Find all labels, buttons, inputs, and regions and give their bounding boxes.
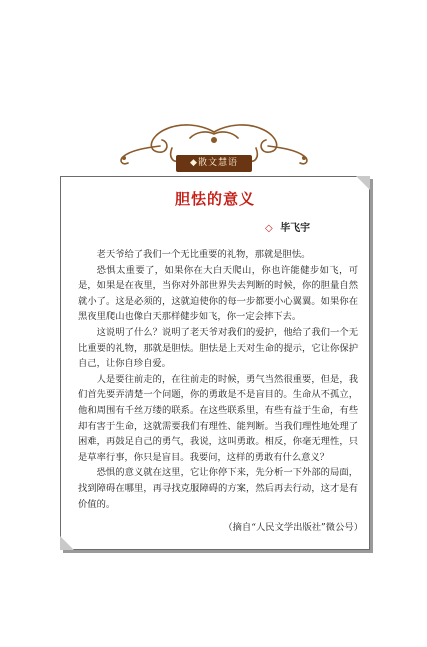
author-line	[265, 219, 310, 234]
paragraph: 老天爷给了我们一个无比重要的礼物，那就是胆怯。	[96, 249, 311, 260]
article-body	[78, 247, 358, 512]
source-credit: （摘自“人民文学出版社”微公号）	[223, 522, 363, 533]
paragraph: 恐惧的意义就在这里，它让你停下来，先分析一下外部的局面，找到障碍在哪里，再寻找克服障碍的方案，然后再去行动，这才是有价值的。	[78, 467, 358, 510]
bottom-left-curl	[60, 536, 74, 550]
author-name: 毕飞宇	[280, 223, 311, 234]
paragraph: 人是要往前走的，在往前走的时候，勇气当然很重要，但是，我们首先要弄清楚一个问题，你的勇敢是不是盲目的。生命从不孤立，他和周围有千丝万缕的联系。在这些联系里，有些有益于生命，有些却有害于生命，这就需要我们有理性、能判断。当我们理性地处理了困难，再鼓足自己的勇气，我说，这叫勇敢。相反，你毫无理性，只是草率行事，你只是盲目。我要问，这样的勇敢有什么意义？	[78, 373, 358, 463]
paragraph: 恐惧太重要了，如果你在大白天爬山，你也许能健步如飞，可是，如果是在夜里，当你对外部世界失去判断的时候，你的胆量自然就小了。这是必须的，这就迫使你的每一步都要小心翼翼。如果你在黑夜里爬山也像白天那样健步如飞，你一定会摔下去。	[78, 264, 358, 323]
article-title: 胆怯的意义	[174, 190, 255, 208]
paragraph: 这说明了什么？说明了老天爷对我们的爱护，他给了我们一个无比重要的礼物，那就是胆怯。胆怯是上天对生命的提示，它让你保护自己，让你自珍自爱。	[78, 326, 358, 370]
section-ribbon: ◆散文慧语	[176, 155, 252, 172]
author-marker-icon: ◇	[265, 223, 273, 234]
